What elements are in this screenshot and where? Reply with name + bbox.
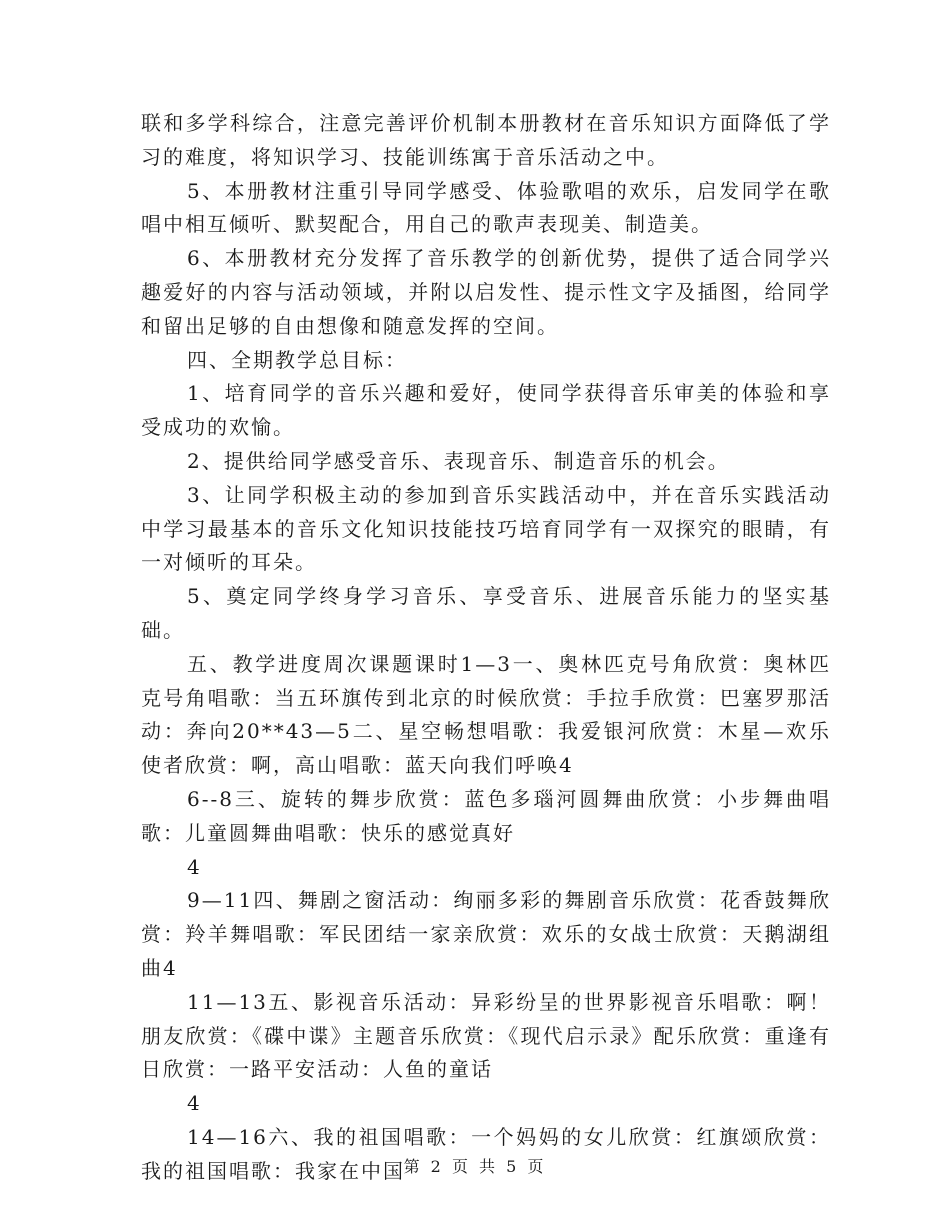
paragraph: 2、提供给同学感受音乐、表现音乐、制造音乐的机会。 [187,448,730,473]
paragraph: 1、培育同学的音乐兴趣和爱好，使同学获得音乐审美的体验和享受成功的欢愉。 [141,381,831,440]
paragraph: 联和多学科综合，注意完善评价机制本册教材在音乐知识方面降低了学习的难度，将知识学习、技能训练寓于音乐活动之中。 [141,111,831,169]
paragraph: 3、让同学积极主动的参加到音乐实践活动中，并在音乐实践活动中学习最基本的音乐文化知识技能技巧培育同学有一双探究的眼睛，有一对倾听的耳朵。 [141,482,831,575]
document-body [141,107,831,1189]
paragraph: 五、教学进度周次课题课时1—3一、奥林匹克号角欣赏：奥林匹克号角唱歌：当五环旗传到北京的时候欣赏：手拉手欣赏：巴塞罗那活动：奔向20**43—5二、星空畅想唱歌：我爱银河欣赏：木星—欢乐使者欣赏：啊，高山唱歌：蓝天向我们呼唤4 [141,651,831,778]
paragraph: 四、全期教学总目标： [187,347,407,372]
paragraph: 11—13五、影视音乐活动：异彩纷呈的世界影视音乐唱歌：啊！朋友欣赏：《碟中谍》主题音乐欣赏：《现代启示录》配乐欣赏：重逢有日欣赏：一路平安活动：人鱼的童话 [141,989,831,1082]
paragraph: 6--8三、旋转的舞步欣赏：蓝色多瑙河圆舞曲欣赏：小步舞曲唱歌：儿童圆舞曲唱歌：快乐的感觉真好 [141,786,831,845]
paragraph: 6、本册教材充分发挥了音乐教学的创新优势，提供了适合同学兴趣爱好的内容与活动领域，并附以启发性、提示性文字及插图，给同学和留出足够的自由想像和随意发挥的空间。 [141,246,831,338]
paragraph: 5、奠定同学终身学习音乐、享受音乐、进展音乐能力的坚实基础。 [141,584,831,642]
paragraph: 5、本册教材注重引导同学感受、体验歌唱的欢乐，启发同学在歌唱中相互倾听、默契配合，用自己的歌声表现美、制造美。 [141,178,831,237]
paragraph: 4 [187,1091,202,1116]
paragraph: 9—11四、舞剧之窗活动：绚丽多彩的舞剧音乐欣赏：花香鼓舞欣赏：羚羊舞唱歌：军民团结一家亲欣赏：欢乐的女战士欣赏：天鹅湖组曲4 [141,888,831,980]
paragraph: 14—16六、我的祖国唱歌：一个妈妈的女儿欣赏：红旗颂欣赏：我的祖国唱歌：我家在中国 [141,1124,831,1183]
paragraph: 4 [187,854,202,879]
page-footer: 第 2 页 共 5 页 [403,1157,547,1176]
